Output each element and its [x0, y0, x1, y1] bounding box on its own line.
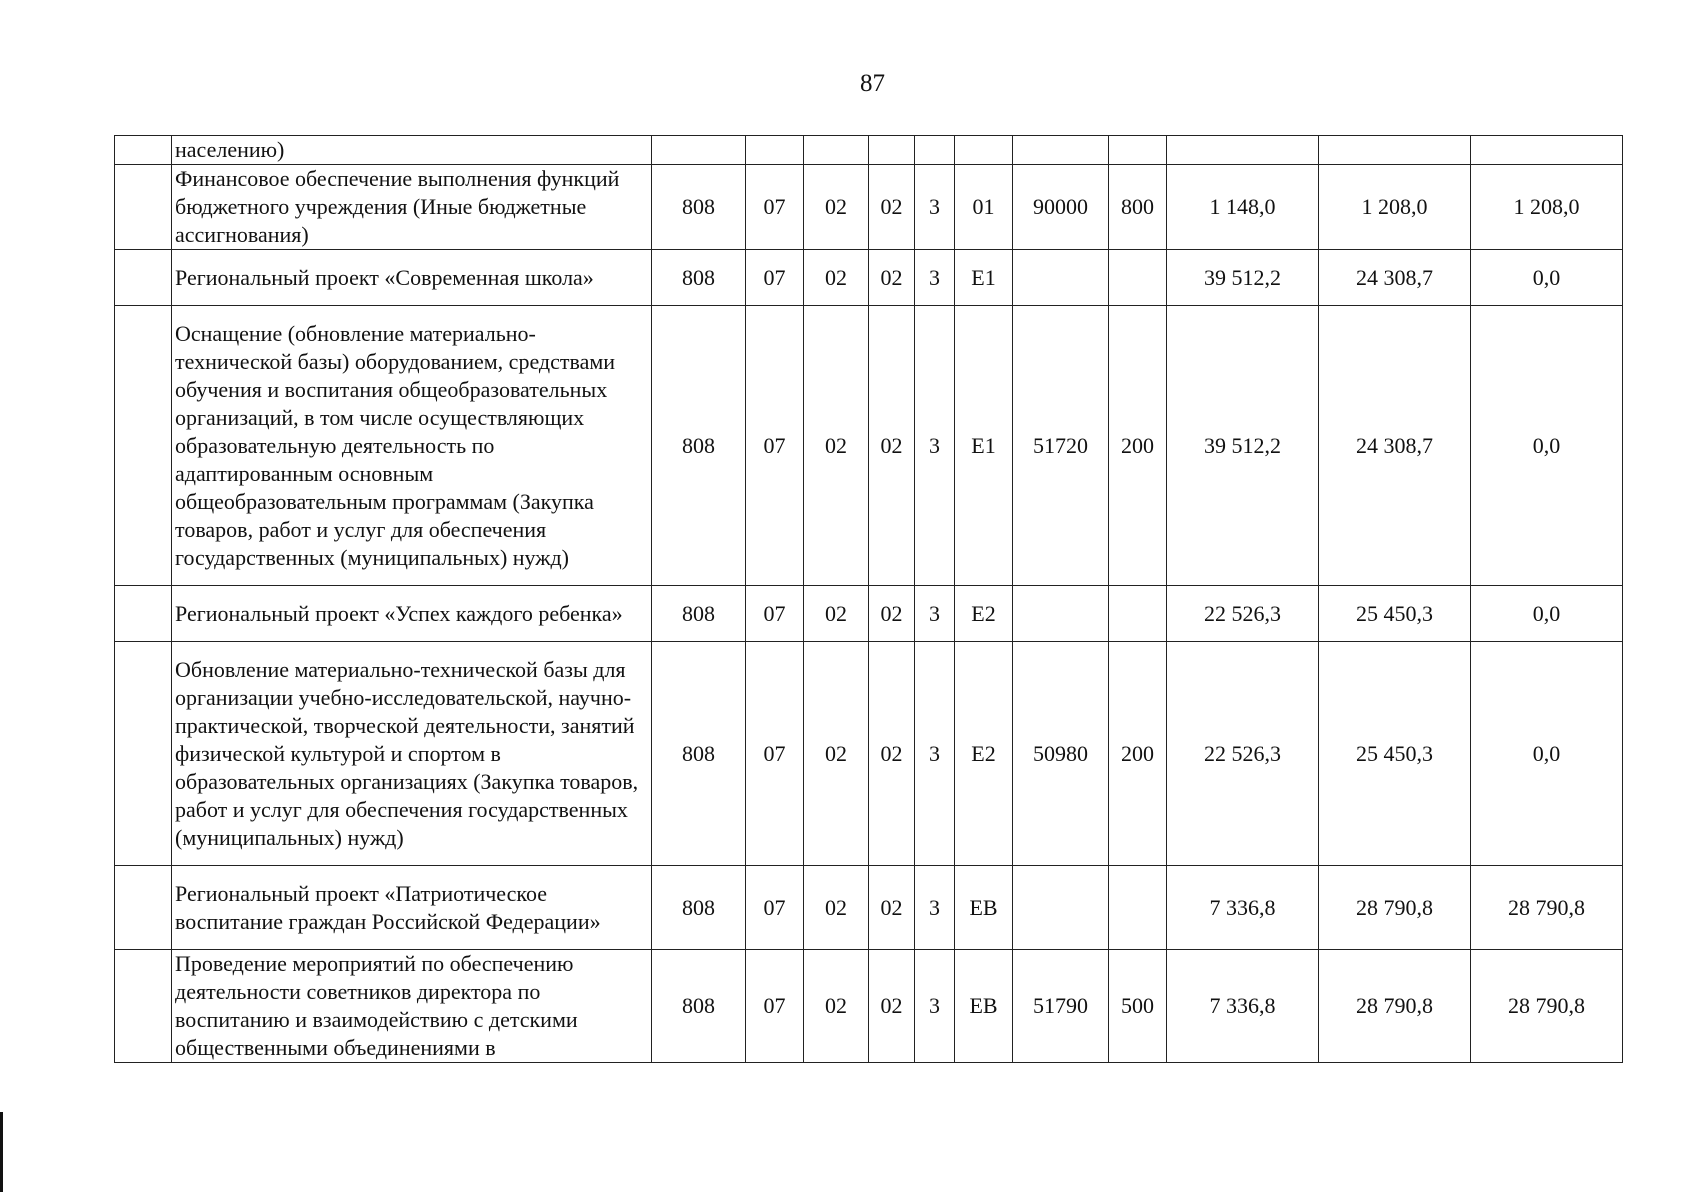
amount-year-3: 0,0 — [1471, 250, 1623, 306]
kvsr-code — [652, 136, 746, 165]
amount-year-2: 28 790,8 — [1319, 866, 1471, 950]
row-description: населению) — [172, 136, 652, 165]
table-row — [115, 250, 1623, 306]
expense-type-code — [1109, 136, 1167, 165]
subsection-code: 02 — [804, 866, 869, 950]
amount-year-1 — [1167, 136, 1319, 165]
project-code: EB — [955, 866, 1013, 950]
project-code: 01 — [955, 165, 1013, 250]
project-code: E2 — [955, 586, 1013, 642]
subsection-code: 02 — [804, 642, 869, 866]
program-code — [869, 136, 915, 165]
kvsr-code: 808 — [652, 306, 746, 586]
amount-year-3: 28 790,8 — [1471, 866, 1623, 950]
amount-year-1: 7 336,8 — [1167, 950, 1319, 1063]
project-code — [955, 136, 1013, 165]
table-row — [115, 642, 1623, 866]
direction-code: 51720 — [1013, 306, 1109, 586]
table-row — [115, 586, 1623, 642]
direction-code — [1013, 866, 1109, 950]
subsection-code: 02 — [804, 950, 869, 1063]
expense-type-code — [1109, 866, 1167, 950]
row-description: Региональный проект «Современная школа» — [172, 250, 652, 306]
program-code: 02 — [869, 642, 915, 866]
amount-year-1: 22 526,3 — [1167, 586, 1319, 642]
expense-type-code: 200 — [1109, 306, 1167, 586]
scan-edge-mark — [0, 1112, 3, 1192]
subsection-code: 02 — [804, 586, 869, 642]
program-code: 02 — [869, 250, 915, 306]
expense-type-code — [1109, 586, 1167, 642]
subprogram-code: 3 — [915, 250, 955, 306]
subprogram-code — [915, 136, 955, 165]
row-number-cell — [115, 866, 172, 950]
kvsr-code: 808 — [652, 165, 746, 250]
row-number-cell — [115, 642, 172, 866]
program-code: 02 — [869, 165, 915, 250]
project-code: E1 — [955, 306, 1013, 586]
table-row — [115, 165, 1623, 250]
kvsr-code: 808 — [652, 642, 746, 866]
section-code — [746, 136, 804, 165]
table-row — [115, 866, 1623, 950]
subsection-code: 02 — [804, 250, 869, 306]
expense-type-code: 200 — [1109, 642, 1167, 866]
subsection-code: 02 — [804, 165, 869, 250]
section-code: 07 — [746, 950, 804, 1063]
amount-year-1: 22 526,3 — [1167, 642, 1319, 866]
section-code: 07 — [746, 250, 804, 306]
row-number-cell — [115, 250, 172, 306]
row-description: Региональный проект «Патриотическое воспитание граждан Российской Федерации» — [172, 866, 652, 950]
amount-year-2: 25 450,3 — [1319, 586, 1471, 642]
amount-year-2 — [1319, 136, 1471, 165]
section-code: 07 — [746, 306, 804, 586]
section-code: 07 — [746, 642, 804, 866]
row-description: Проведение мероприятий по обеспечению деятельности советников директора по воспитанию и взаимодействию с детскими общественными объединениями в — [172, 950, 652, 1063]
section-code: 07 — [746, 586, 804, 642]
table-row — [115, 136, 1623, 165]
row-number-cell — [115, 136, 172, 165]
amount-year-2: 1 208,0 — [1319, 165, 1471, 250]
direction-code: 90000 — [1013, 165, 1109, 250]
kvsr-code: 808 — [652, 250, 746, 306]
program-code: 02 — [869, 306, 915, 586]
section-code: 07 — [746, 165, 804, 250]
expense-type-code — [1109, 250, 1167, 306]
program-code: 02 — [869, 586, 915, 642]
kvsr-code: 808 — [652, 950, 746, 1063]
direction-code: 51790 — [1013, 950, 1109, 1063]
amount-year-3: 1 208,0 — [1471, 165, 1623, 250]
project-code: E1 — [955, 250, 1013, 306]
row-description: Обновление материально-технической базы для организации учебно-исследовательской, научно-практической, творческой деятельности, занятий физической культурой и спортом в образовательных организациях (Закупка товаров, работ и услуг для обеспечения государственных (муниципальных) нужд) — [172, 642, 652, 866]
page-number: 87 — [860, 70, 885, 97]
amount-year-1: 1 148,0 — [1167, 165, 1319, 250]
amount-year-2: 25 450,3 — [1319, 642, 1471, 866]
budget-table — [114, 135, 1623, 1063]
row-description: Финансовое обеспечение выполнения функций бюджетного учреждения (Иные бюджетные ассигнования) — [172, 165, 652, 250]
amount-year-3: 0,0 — [1471, 642, 1623, 866]
table-row — [115, 306, 1623, 586]
expense-type-code: 500 — [1109, 950, 1167, 1063]
table-row — [115, 950, 1623, 1063]
amount-year-3 — [1471, 136, 1623, 165]
amount-year-1: 39 512,2 — [1167, 306, 1319, 586]
subprogram-code: 3 — [915, 642, 955, 866]
direction-code — [1013, 586, 1109, 642]
amount-year-3: 0,0 — [1471, 306, 1623, 586]
expense-type-code: 800 — [1109, 165, 1167, 250]
program-code: 02 — [869, 950, 915, 1063]
section-code: 07 — [746, 866, 804, 950]
row-number-cell — [115, 950, 172, 1063]
amount-year-3: 28 790,8 — [1471, 950, 1623, 1063]
amount-year-1: 7 336,8 — [1167, 866, 1319, 950]
subprogram-code: 3 — [915, 866, 955, 950]
amount-year-1: 39 512,2 — [1167, 250, 1319, 306]
kvsr-code: 808 — [652, 586, 746, 642]
project-code: EB — [955, 950, 1013, 1063]
project-code: E2 — [955, 642, 1013, 866]
subprogram-code: 3 — [915, 165, 955, 250]
subsection-code — [804, 136, 869, 165]
subprogram-code: 3 — [915, 306, 955, 586]
direction-code — [1013, 136, 1109, 165]
row-number-cell — [115, 165, 172, 250]
amount-year-2: 28 790,8 — [1319, 950, 1471, 1063]
direction-code: 50980 — [1013, 642, 1109, 866]
row-description: Региональный проект «Успех каждого ребенка» — [172, 586, 652, 642]
direction-code — [1013, 250, 1109, 306]
kvsr-code: 808 — [652, 866, 746, 950]
subprogram-code: 3 — [915, 950, 955, 1063]
amount-year-3: 0,0 — [1471, 586, 1623, 642]
subprogram-code: 3 — [915, 586, 955, 642]
amount-year-2: 24 308,7 — [1319, 250, 1471, 306]
subsection-code: 02 — [804, 306, 869, 586]
program-code: 02 — [869, 866, 915, 950]
amount-year-2: 24 308,7 — [1319, 306, 1471, 586]
row-number-cell — [115, 586, 172, 642]
row-description: Оснащение (обновление материально-технической базы) оборудованием, средствами обучения и воспитания общеобразовательных организаций, в том числе осуществляющих образовательную деятельность по адаптированным основным общеобразовательным программам (Закупка товаров, работ и услуг для обеспечения государственных (муниципальных) нужд) — [172, 306, 652, 586]
row-number-cell — [115, 306, 172, 586]
